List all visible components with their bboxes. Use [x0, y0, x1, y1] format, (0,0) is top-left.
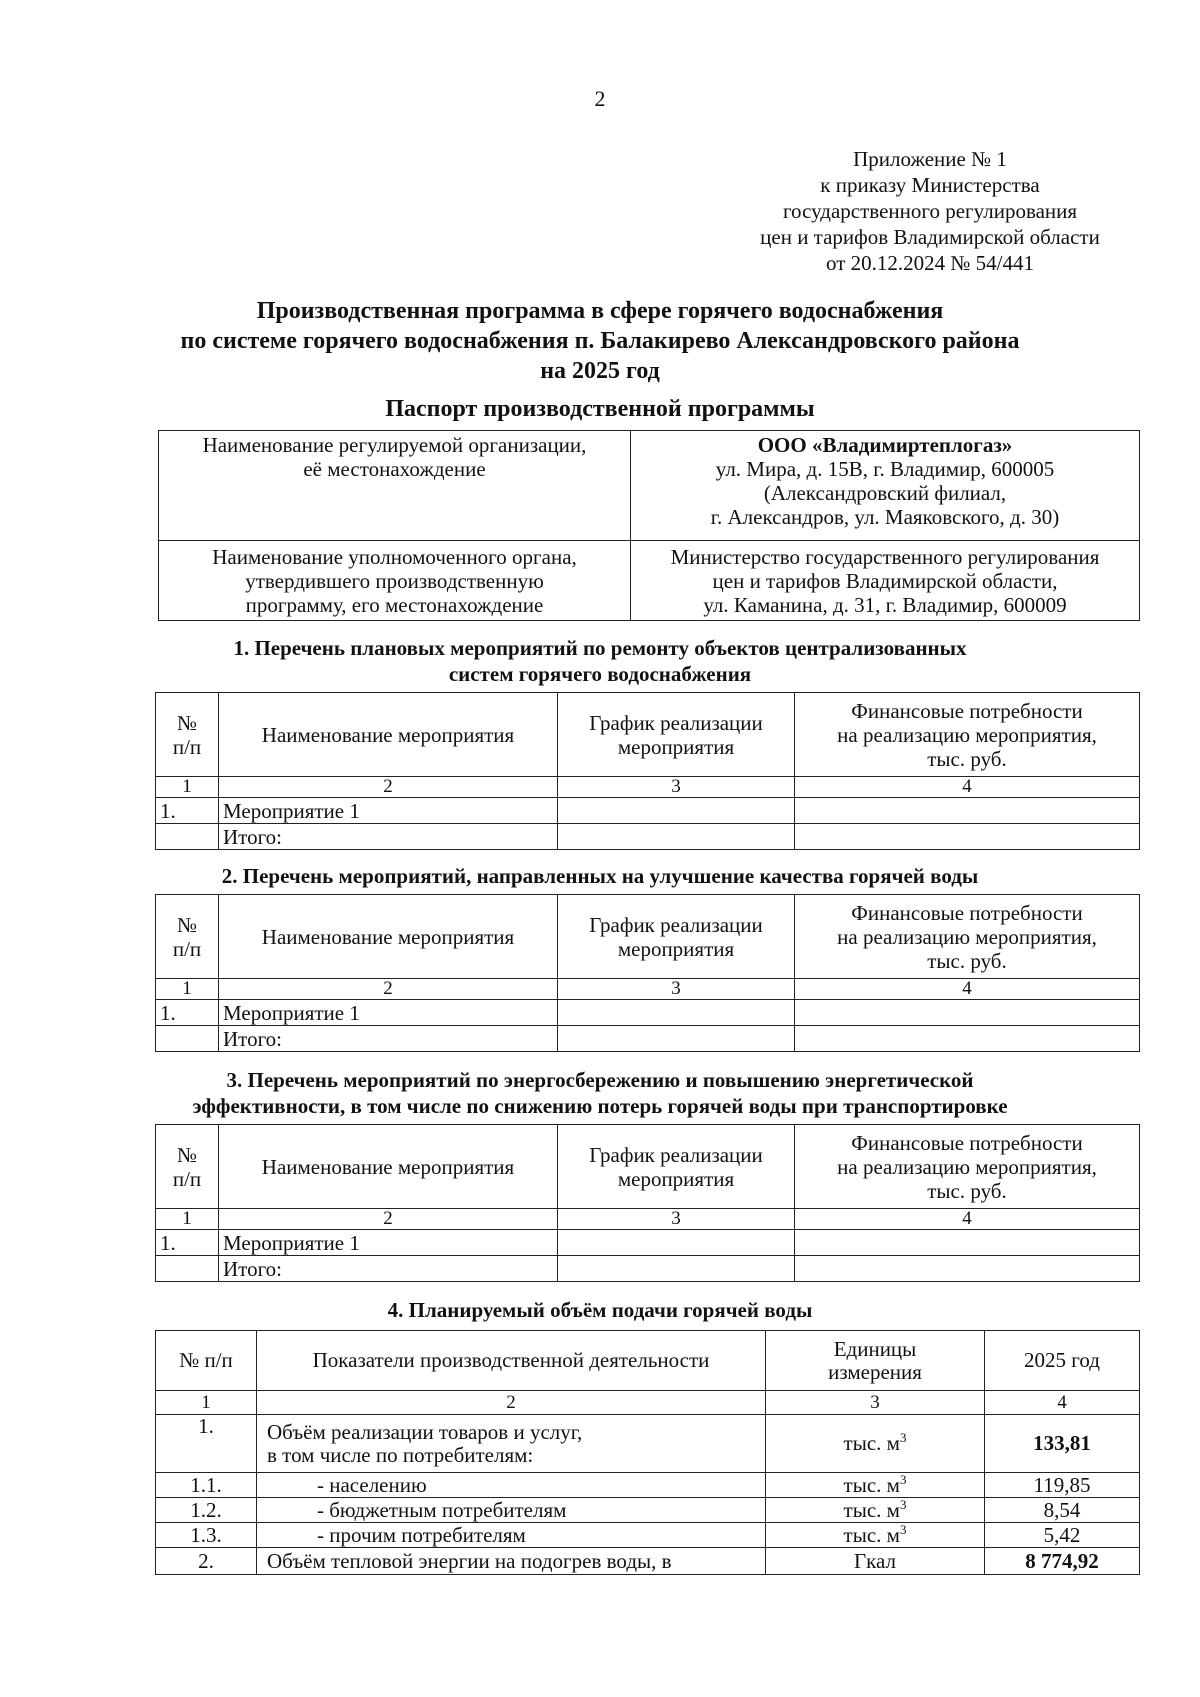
total-finance — [795, 1256, 1140, 1282]
page-number: 2 — [594, 86, 606, 111]
col-num-header: № п/п — [156, 895, 219, 979]
index-cell: 4 — [795, 1209, 1140, 1230]
s4-col-num-header: № п/п — [156, 1331, 257, 1391]
total-finance — [795, 824, 1140, 850]
s4-row-name: - бюджетным потребителям — [257, 1498, 766, 1523]
row-schedule — [558, 1230, 795, 1256]
index-cell: 2 — [219, 1209, 558, 1230]
index-cell: 3 — [558, 1209, 795, 1230]
index-cell: 1 — [156, 1391, 257, 1415]
s4-row-unit: тыс. $м^3$ — [766, 1523, 985, 1548]
row-finance — [795, 1230, 1140, 1256]
col-finance-header: Финансовые потребности на реализацию мероприятия, тыс. руб. — [795, 1125, 1140, 1209]
row-finance — [795, 1000, 1140, 1026]
col-name-header: Наименование мероприятия — [219, 895, 558, 979]
s4-row-value: 8,54 — [985, 1498, 1140, 1523]
section1-title: 1. Перечень плановых мероприятий по ремонту объектов централизованных систем горячего водоснабжения — [233, 636, 967, 686]
s4-row-num: 2. — [156, 1548, 257, 1575]
s4-row-value: 133,81 — [985, 1415, 1140, 1473]
title-line: Производственная программа в сфере горячего водоснабжения — [256, 298, 944, 324]
appendix-line: государственного регулирования — [782, 199, 1078, 223]
total-label: Итого: — [219, 824, 558, 850]
title-line: на 2025 год — [540, 358, 660, 384]
s4-row-value: 8 774,92 — [985, 1548, 1140, 1575]
s4-row-name: Объём реализации товаров и услуг, в том числе по потребителям: — [257, 1415, 766, 1473]
section2-table — [155, 894, 1140, 1052]
org-name: ООО «Владимиртеплогаз» — [757, 433, 1013, 457]
row-num: 1. — [156, 1000, 219, 1026]
index-cell: 1 — [156, 1209, 219, 1230]
appendix-line: от 20.12.2024 № 54/441 — [825, 251, 1035, 275]
s4-row-value: 119,85 — [985, 1473, 1140, 1498]
col-finance-header: Финансовые потребности на реализацию мероприятия, тыс. руб. — [795, 895, 1140, 979]
col-name-header: Наименование мероприятия — [219, 693, 558, 777]
appendix-line: Приложение № 1 — [853, 147, 1007, 171]
section3-table — [155, 1124, 1140, 1282]
total-schedule — [558, 1256, 795, 1282]
passport-authority-label: Наименование уполномоченного органа, утвердившего производственную программу, его местонахождение — [159, 541, 631, 621]
s4-col-year-header: 2025 год — [985, 1331, 1140, 1391]
total-num — [156, 824, 219, 850]
index-cell: 2 — [219, 777, 558, 798]
passport-authority-value: Министерство государственного регулирования цен и тарифов Владимирской области, ул. Каманина, д. 31, г. Владимир, 600009 — [631, 541, 1140, 621]
total-finance — [795, 1026, 1140, 1052]
row-name: Мероприятие 1 — [219, 1230, 558, 1256]
s4-row-num: 1.2. — [156, 1498, 257, 1523]
row-name: Мероприятие 1 — [219, 1000, 558, 1026]
index-cell: 2 — [257, 1391, 766, 1415]
s4-row-num: 1.1. — [156, 1473, 257, 1498]
total-label: Итого: — [219, 1256, 558, 1282]
total-num — [156, 1026, 219, 1052]
index-cell: 4 — [795, 979, 1140, 1000]
row-finance — [795, 798, 1140, 824]
s4-row-unit: тыс. $м^3$ — [766, 1498, 985, 1523]
col-num-header: № п/п — [156, 1125, 219, 1209]
col-name-header: Наименование мероприятия — [219, 1125, 558, 1209]
index-cell: 2 — [219, 979, 558, 1000]
s4-row-name: - населению — [257, 1473, 766, 1498]
section4-table — [155, 1330, 1140, 1575]
s4-row-unit: тыс. $м^3$ — [766, 1473, 985, 1498]
index-cell: 4 — [795, 777, 1140, 798]
document-title — [0, 296, 1200, 386]
appendix-line: цен и тарифов Владимирской области — [760, 225, 1100, 249]
index-cell: 1 — [156, 979, 219, 1000]
passport-title: Паспорт производственной программы — [385, 396, 815, 422]
s4-row-value: 5,42 — [985, 1523, 1140, 1548]
s4-row-num: 1.3. — [156, 1523, 257, 1548]
total-schedule — [558, 824, 795, 850]
appendix-line: к приказу Министерства — [820, 173, 1040, 197]
index-cell: 1 — [156, 777, 219, 798]
row-schedule — [558, 1000, 795, 1026]
col-schedule-header: График реализации мероприятия — [558, 895, 795, 979]
index-cell: 3 — [558, 777, 795, 798]
col-num-header: № п/п — [156, 693, 219, 777]
col-schedule-header: График реализации мероприятия — [558, 693, 795, 777]
total-schedule — [558, 1026, 795, 1052]
row-name: Мероприятие 1 — [219, 798, 558, 824]
row-num: 1. — [156, 798, 219, 824]
s4-row-name: Объём тепловой энергии на подогрев воды, в — [257, 1548, 766, 1575]
passport-table — [158, 430, 1140, 621]
title-line: по системе горячего водоснабжения п. Балакирево Александровского района — [180, 328, 1020, 354]
appendix-block — [720, 146, 1140, 276]
total-num — [156, 1256, 219, 1282]
index-cell: 3 — [558, 979, 795, 1000]
row-num: 1. — [156, 1230, 219, 1256]
index-cell: 3 — [766, 1391, 985, 1415]
row-schedule — [558, 798, 795, 824]
s4-row-num: 1. — [156, 1415, 257, 1473]
col-schedule-header: График реализации мероприятия — [558, 1125, 795, 1209]
s4-col-indicator-header: Показатели производственной деятельности — [257, 1331, 766, 1391]
section3-title: 3. Перечень мероприятий по энергосбережению и повышению энергетической эффективности, в том числе по снижению потерь горячей воды при транспортировке — [192, 1068, 1008, 1118]
section4-title: 4. Планируемый объём подачи горячей воды — [387, 1298, 813, 1322]
passport-org-label: Наименование регулируемой организации, её местонахождение — [159, 431, 631, 541]
passport-org-value: ООО «Владимиртеплогаз» ул. Мира, д. 15В, г. Владимир, 600005 (Александровский филиал, г. Александров, ул. Маяковского, д. 30) — [631, 431, 1140, 541]
section1-table — [155, 692, 1140, 850]
index-cell: 4 — [985, 1391, 1140, 1415]
s4-row-name: - прочим потребителям — [257, 1523, 766, 1548]
col-finance-header: Финансовые потребности на реализацию мероприятия, тыс. руб. — [795, 693, 1140, 777]
s4-row-unit: Гкал — [766, 1548, 985, 1575]
total-label: Итого: — [219, 1026, 558, 1052]
s4-row-unit: тыс. $м^3$ — [766, 1415, 985, 1473]
section2-title: 2. Перечень мероприятий, направленных на улучшение качества горячей воды — [221, 864, 979, 888]
s4-col-units-header: Единицы измерения — [766, 1331, 985, 1391]
